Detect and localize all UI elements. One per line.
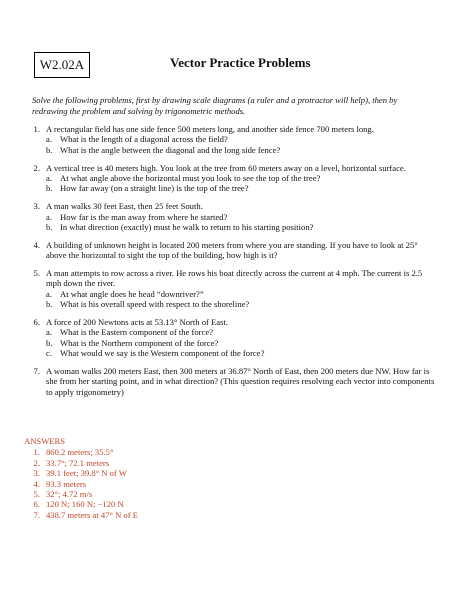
sub-question-text: What is the angle between the diagonal and the long side fence? — [60, 144, 281, 155]
sub-question-letter: a. — [46, 134, 52, 145]
worksheet-code-box — [34, 52, 90, 78]
sub-question-letter: b. — [46, 222, 53, 233]
answer-text: 39.1 feet; 39.8° N of W — [46, 468, 127, 479]
problem-number: 3. — [33, 201, 40, 212]
answer-number: 4. — [33, 478, 40, 489]
sub-question-text: How far away (on a straight line) is the top of the tree? — [60, 183, 249, 194]
problem-item — [24, 124, 439, 155]
sub-question — [46, 338, 439, 348]
sub-question — [46, 222, 439, 232]
answer-text: 860.2 meters; 35.5° — [46, 447, 114, 458]
sub-question-letter: a. — [46, 327, 52, 338]
sub-question — [46, 348, 439, 358]
problem-text: A building of unknown height is located 200 meters from where you are standing. If you have to look at 25° above the horizontal to sight the top of the building, how high is it? — [46, 239, 418, 261]
sub-question-letter: c. — [46, 348, 52, 359]
sub-question-text: What is the Northern component of the force? — [60, 337, 219, 348]
sub-question-letter: b. — [46, 337, 53, 348]
answer-item — [24, 458, 324, 468]
sub-question-letter: a. — [46, 211, 52, 222]
answer-number: 3. — [33, 468, 40, 479]
answer-text: 438.7 meters at 47° N of E — [46, 509, 138, 520]
problem-item — [24, 201, 439, 232]
sub-question — [46, 299, 439, 309]
sub-question-letter: a. — [46, 288, 52, 299]
sub-question-text: At what angle does he head “downriver?” — [60, 288, 204, 299]
answer-item — [24, 489, 324, 499]
sub-question-text: What is his overall speed with respect to the shoreline? — [60, 299, 250, 310]
answer-number: 2. — [33, 457, 40, 468]
problem-item — [24, 240, 439, 261]
page-title: Vector Practice Problems — [170, 55, 311, 70]
problem-text: A force of 200 Newtons acts at 53.13° North of East. — [46, 317, 228, 328]
problem-text: A woman walks 200 meters East, then 300 meters at 36.87° North of East, then 200 meters due NW. How far is she from her starting point, and in what direction? (This question requires resolving each vector into components to apply trigonometry) — [46, 366, 435, 397]
sub-question-letter: b. — [46, 299, 53, 310]
worksheet-code: W2.02A — [39, 57, 85, 72]
answer-number: 6. — [33, 499, 40, 510]
answer-item — [24, 468, 324, 478]
sub-question-text: What is the Eastern component of the force? — [60, 327, 213, 338]
problem-number: 4. — [33, 239, 40, 250]
answers-section — [24, 436, 324, 520]
sub-question-text: What is the length of a diagonal across the field? — [60, 134, 228, 145]
answer-item — [24, 510, 324, 520]
problem-list — [24, 124, 439, 405]
answer-text: 120 N; 160 N; −120 N — [46, 499, 124, 510]
problem-number: 2. — [33, 162, 40, 173]
problem-item — [24, 366, 439, 397]
problem-item — [24, 317, 439, 359]
sub-question-text: In what direction (exactly) must he walk to return to his starting position? — [60, 222, 314, 233]
problem-text: A vertical tree is 40 meters high. You look at the tree from 60 meters away on a level, horizontal surface. — [46, 162, 406, 173]
answer-number: 1. — [33, 447, 40, 458]
answers-heading: ANSWERS — [24, 436, 66, 446]
sub-question-text: What would we say is the Western component of the force? — [60, 348, 265, 359]
answer-item — [24, 499, 324, 509]
sub-question — [46, 289, 439, 299]
sub-question-letter: b. — [46, 183, 53, 194]
sub-question-letter: b. — [46, 144, 53, 155]
problem-item — [24, 163, 439, 194]
sub-question — [46, 173, 439, 183]
sub-question — [46, 212, 439, 222]
problem-number: 7. — [33, 366, 40, 377]
answer-item — [24, 447, 324, 457]
problem-text: A man attempts to row across a river. He rows his boat directly across the current at 4 mph. The current is 2.5 mph down the river. — [46, 268, 423, 289]
instructions: Solve the following problems, first by drawing scale diagrams (a ruler and a protractor will help), then by redrawing the problem and solving by trigonometric methods. — [32, 95, 398, 116]
answer-text: 93.3 meters — [46, 478, 87, 489]
answer-item — [24, 479, 324, 489]
sub-question-letter: a. — [46, 173, 52, 184]
answer-number: 7. — [33, 509, 40, 520]
sub-question — [46, 134, 439, 144]
problem-item — [24, 268, 439, 310]
problem-number: 5. — [33, 268, 40, 279]
problem-text: A man walks 30 feet East, then 25 feet South. — [46, 201, 203, 212]
answer-text: 32°; 4.72 m/s — [46, 489, 93, 500]
problem-number: 6. — [33, 317, 40, 328]
sub-question-text: How far is the man away from where he started? — [60, 211, 228, 222]
sub-question — [46, 183, 439, 193]
sub-question — [46, 327, 439, 337]
answer-number: 5. — [33, 489, 40, 500]
answer-text: 33.7°; 72.1 meters — [46, 457, 110, 468]
problem-text: A rectangular field has one side fence 500 meters long, and another side fence 700 meters long. — [46, 124, 374, 134]
problem-number: 1. — [33, 124, 40, 134]
answers-list — [24, 447, 324, 520]
sub-question — [46, 145, 439, 155]
sub-question-text: At what angle above the horizontal must you look to see the top of the tree? — [60, 173, 321, 184]
